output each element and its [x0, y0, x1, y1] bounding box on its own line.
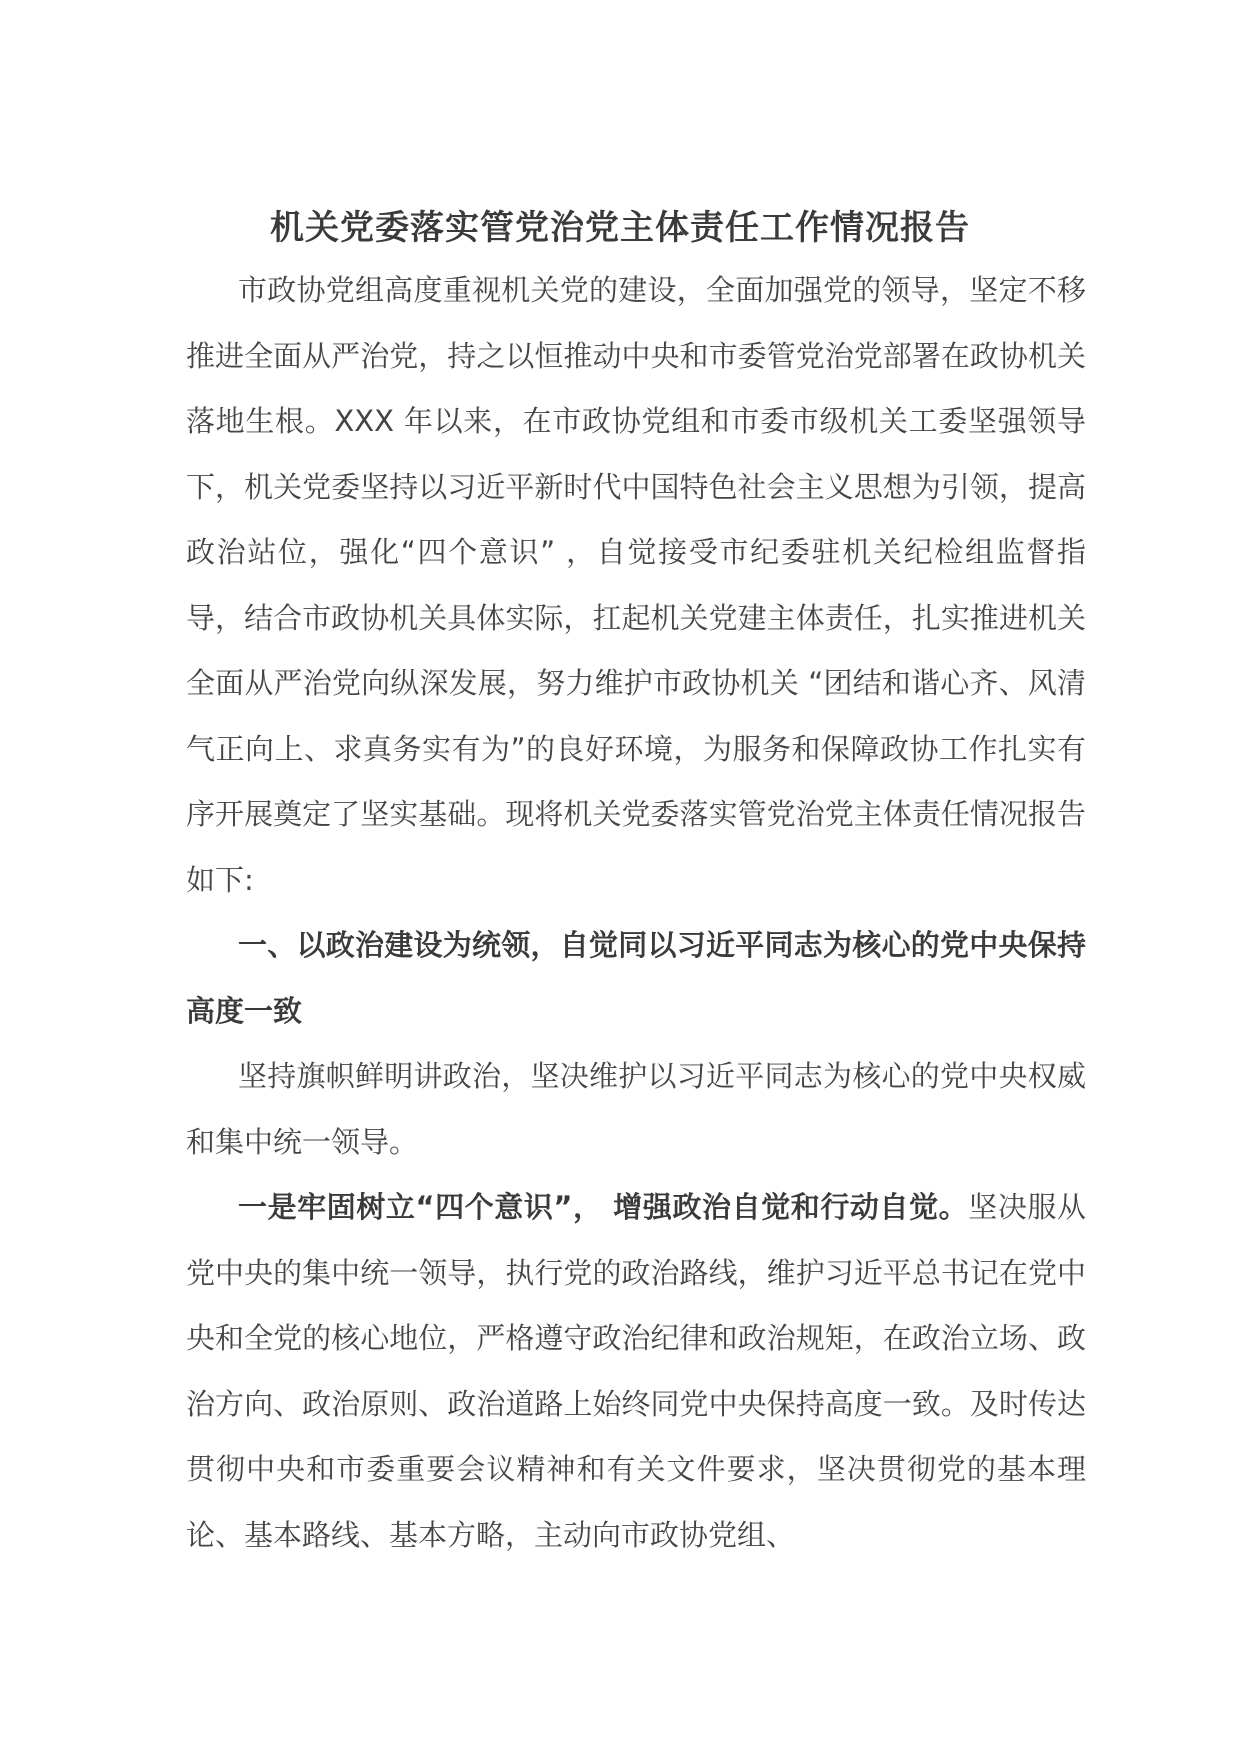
section-heading-1: 一、以政治建设为统领，自觉同以习近平同志为核心的党中央保持高度一致: [186, 928, 1086, 1028]
document-body: [186, 258, 1086, 1568]
item-1-lead: 一是牢固树立“四个意识”， 增强政治自觉和行动自觉。: [238, 1190, 969, 1224]
section-1-intro-paragraph: 坚持旗帜鲜明讲政治，坚决维护以习近平同志为核心的党中央权威和集中统一领导。: [186, 1059, 1086, 1159]
document-title: 机关党委落实管党治党主体责任工作情况报告: [270, 208, 970, 248]
item-1-paragraph: [186, 1175, 1086, 1568]
item-1-body: 坚决服从党中央的集中统一领导，执行党的政治路线，维护习近平总书记在党中央和全党的核心地位，严格遵守政治纪律和政治规矩，在政治立场、政治方向、政治原则、政治道路上始终同党中央保持高度一致。及时传达贯彻中央和市委重要会议精神和有关文件要求，坚决贯彻党的基本理论、基本路线、基本方略，主动向市政协党组、: [186, 1190, 1086, 1552]
intro-paragraph: 市政协党组高度重视机关党的建设，全面加强党的领导，坚定不移推进全面从严治党，持之以恒推动中央和市委管党治党部署在政协机关落地生根。XXX 年以来，在市政协党组和市委市级机关工委坚强领导下，机关党委坚持以习近平新时代中国特色社会主义思想为引领，提高政治站位，强化“四个意识” ，自觉接受市纪委驻机关纪检组监督指导，结合市政协机关具体实际，扛起机关党建主体责任，扎实推进机关全面从严治党向纵深发展，努力维护市政协机关 “团结和谐心齐、风清气正向上、求真务实有为”的良好环境，为服务和保障政协工作扎实有序开展奠定了坚实基础。现将机关党委落实管党治党主体责任情况报告如下:: [186, 273, 1086, 897]
